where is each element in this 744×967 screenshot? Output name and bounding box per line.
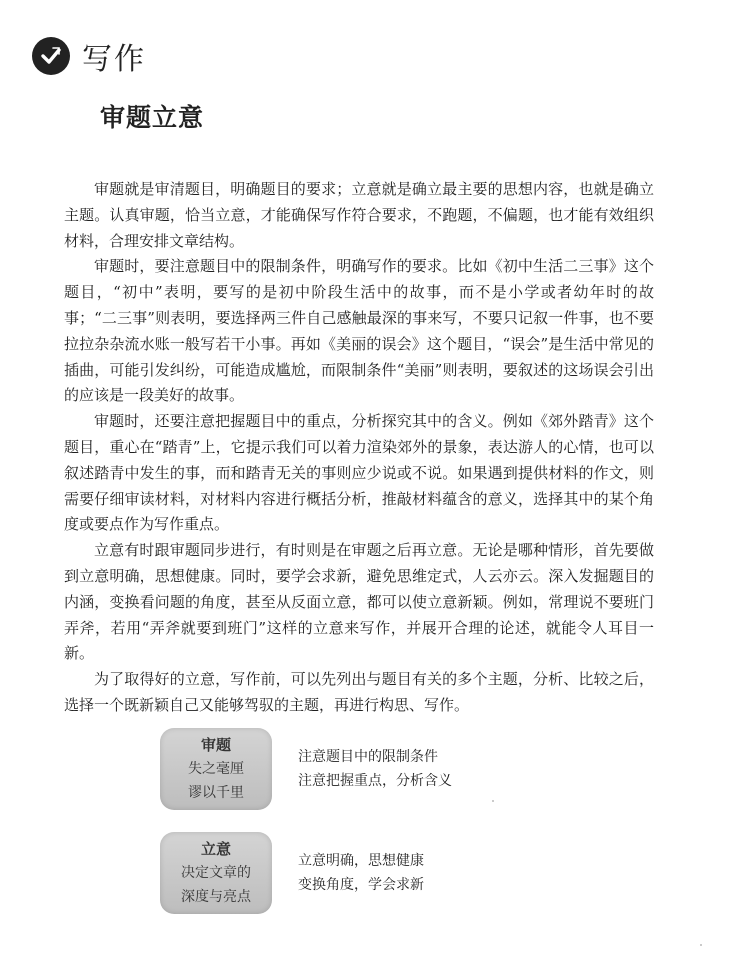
summary-box-shenti <box>160 728 272 810</box>
scan-speck <box>700 944 702 946</box>
page-subtitle: 审题立意 <box>100 103 205 132</box>
summary-shenti <box>160 728 452 810</box>
paragraph-5: 为了取得好的立意，写作前，可以先列出与题目有关的多个主题，分析、比较之后，选择一个既新颖自己又能够驾驭的主题，再进行构思、写作。 <box>64 670 654 714</box>
section-header <box>32 34 146 78</box>
summary-box-line: 谬以千里 <box>188 785 244 801</box>
paragraph-3: 审题时，还要注意把握题目中的重点，分析探究其中的含义。例如《郊外踏青》这个题目，重心在“踏青”上，它提示我们可以着力渲染郊外的景象，表达游人的心情，也可以叙述踏青中发生的事，而和踏青无关的事则应少说或不说。如果遇到提供材料的作文，则需要仔细审读材料，对材料内容进行概括分析，推敲材料蕴含的意义，选择其中的某个角度或要点作为写作重点。 <box>64 412 654 534</box>
scan-speck <box>492 800 494 802</box>
summary-point: 立意明确，思想健康 <box>298 853 424 869</box>
paragraph-2: 审题时，要注意题目中的限制条件，明确写作的要求。比如《初中生活二三事》这个题目，“初中”表明，要写的是初中阶段生活中的故事，而不是小学或者幼年时的故事；“二三事”则表明，要选择两三件自己感触最深的事来写，不要只记叙一件事，也不要拉拉杂杂流水账一般写若干小事。再如《美丽的误会》这个题目，“误会”是生活中常见的插曲，可能引发纠纷，可能造成尴尬，而限制条件“美丽”则表明，要叙述的这场误会引出的应该是一段美好的故事。 <box>64 257 654 405</box>
section-title: 写作 <box>82 42 146 77</box>
summary-point: 注意把握重点，分析含义 <box>298 773 452 789</box>
summary-box-title: 审题 <box>200 736 231 754</box>
summary-points-liyi <box>298 849 424 897</box>
summary-box-line: 失之毫厘 <box>188 761 244 777</box>
summary-point: 注意题目中的限制条件 <box>298 749 438 765</box>
summary-point: 变换角度，学会求新 <box>298 877 424 893</box>
paragraph-4: 立意有时跟审题同步进行，有时则是在审题之后再立意。无论是哪种情形，首先要做到立意明确，思想健康。同时，要学会求新，避免思维定式，人云亦云。深入发掘题目的内涵，变换看问题的角度，甚至从反面立意，都可以使立意新颖。例如，常理说不要班门弄斧，若用“弄斧就要到班门”这样的立意来写作，并展开合理的论述，就能令人耳目一新。 <box>64 541 654 663</box>
pencil-check-icon <box>32 37 70 75</box>
paragraph-1: 审题就是审清题目，明确题目的要求；立意就是确立最主要的思想内容，也就是确立主题。认真审题，恰当立意，才能确保写作符合要求，不跑题，不偏题，也才能有效组织材料，合理安排文章结构。 <box>64 180 654 250</box>
summary-box-title: 立意 <box>200 840 231 858</box>
summary-box-liyi <box>160 832 272 914</box>
body-text <box>64 177 654 719</box>
summary-box-line: 决定文章的 <box>181 865 251 881</box>
summary-points-shenti <box>298 745 452 793</box>
summary-liyi <box>160 832 424 914</box>
summary-box-line: 深度与亮点 <box>181 889 251 905</box>
